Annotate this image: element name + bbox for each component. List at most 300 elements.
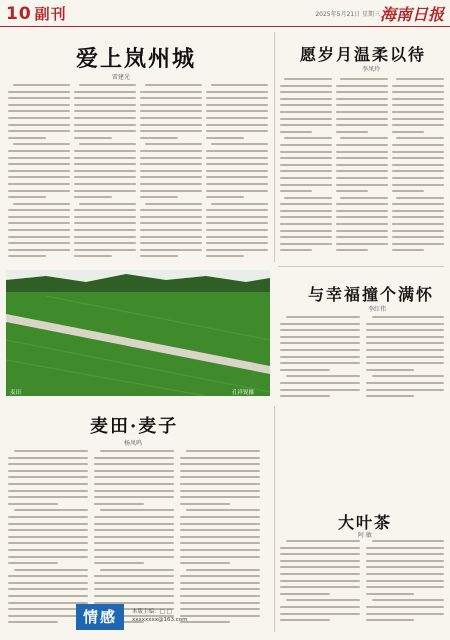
text-line bbox=[8, 190, 70, 192]
text-line bbox=[366, 606, 444, 608]
text-line bbox=[206, 150, 268, 152]
text-line bbox=[100, 509, 174, 511]
text-line bbox=[206, 176, 268, 178]
column-divider bbox=[274, 406, 275, 632]
text-line bbox=[336, 216, 388, 218]
text-line bbox=[372, 599, 444, 601]
text-line bbox=[180, 582, 260, 584]
text-line bbox=[280, 104, 332, 106]
text-line bbox=[372, 375, 444, 377]
text-line bbox=[280, 593, 330, 595]
text-line bbox=[366, 553, 444, 555]
text-line bbox=[8, 523, 88, 525]
text-line bbox=[206, 183, 268, 185]
text-line bbox=[280, 606, 360, 608]
text-line bbox=[8, 249, 70, 251]
text-line bbox=[340, 197, 388, 199]
text-line bbox=[8, 222, 70, 224]
text-line bbox=[100, 569, 174, 571]
text-line bbox=[286, 316, 360, 318]
text-line bbox=[180, 490, 260, 492]
article-body bbox=[280, 540, 360, 626]
text-line bbox=[145, 84, 202, 86]
text-line bbox=[8, 196, 46, 198]
text-line bbox=[336, 203, 388, 205]
text-line bbox=[392, 124, 444, 126]
text-line bbox=[74, 91, 136, 93]
text-line bbox=[14, 569, 88, 571]
text-line bbox=[140, 130, 202, 132]
text-line bbox=[74, 196, 112, 198]
column-tag: 情感 bbox=[76, 604, 124, 630]
text-line bbox=[206, 104, 268, 106]
text-line bbox=[280, 586, 360, 588]
text-line bbox=[94, 542, 174, 544]
text-line bbox=[206, 163, 268, 165]
text-line bbox=[74, 163, 136, 165]
text-line bbox=[392, 91, 444, 93]
text-line bbox=[336, 210, 388, 212]
article-body bbox=[280, 316, 360, 402]
text-line bbox=[8, 542, 88, 544]
text-line bbox=[74, 190, 136, 192]
text-line bbox=[206, 137, 244, 139]
text-line bbox=[140, 170, 202, 172]
text-line bbox=[280, 131, 312, 133]
text-line bbox=[140, 222, 202, 224]
text-line bbox=[74, 170, 136, 172]
text-line bbox=[180, 556, 260, 558]
text-line bbox=[180, 463, 260, 465]
text-line bbox=[336, 230, 388, 232]
text-line bbox=[74, 216, 136, 218]
article-body bbox=[206, 84, 268, 262]
text-line bbox=[396, 197, 444, 199]
article-byline: 杨凤鸣 bbox=[124, 440, 143, 447]
text-line bbox=[280, 111, 332, 113]
text-line bbox=[180, 496, 260, 498]
text-line bbox=[94, 516, 174, 518]
text-line bbox=[100, 450, 174, 452]
photo-credit: 孔祥锐摄 bbox=[232, 390, 255, 396]
text-line bbox=[140, 249, 202, 251]
text-line bbox=[140, 91, 202, 93]
text-line bbox=[372, 540, 444, 542]
text-line bbox=[336, 249, 368, 251]
text-line bbox=[13, 143, 70, 145]
text-line bbox=[280, 613, 360, 615]
text-line bbox=[8, 529, 88, 531]
text-line bbox=[336, 157, 388, 159]
text-line bbox=[336, 190, 368, 192]
section-divider bbox=[278, 266, 444, 267]
text-line bbox=[206, 222, 268, 224]
text-line bbox=[8, 588, 88, 590]
text-line bbox=[392, 203, 444, 205]
text-line bbox=[8, 496, 88, 498]
text-line bbox=[366, 547, 444, 549]
text-line bbox=[280, 170, 332, 172]
text-line bbox=[8, 236, 70, 238]
text-line bbox=[206, 236, 268, 238]
article-body bbox=[280, 78, 332, 256]
text-line bbox=[94, 476, 174, 478]
text-line bbox=[180, 562, 230, 564]
text-line bbox=[74, 242, 136, 244]
text-line bbox=[8, 516, 88, 518]
text-line bbox=[180, 483, 260, 485]
text-line bbox=[206, 91, 268, 93]
text-line bbox=[180, 588, 260, 590]
text-line bbox=[206, 229, 268, 231]
text-line bbox=[74, 176, 136, 178]
text-line bbox=[140, 163, 202, 165]
text-line bbox=[180, 529, 260, 531]
text-line bbox=[280, 177, 332, 179]
text-line bbox=[366, 362, 444, 364]
text-line bbox=[366, 580, 444, 582]
article-byline: 李凤玲 bbox=[362, 66, 381, 73]
text-line bbox=[94, 523, 174, 525]
text-line bbox=[280, 144, 332, 146]
text-line bbox=[286, 599, 360, 601]
text-line bbox=[336, 98, 388, 100]
text-line bbox=[8, 476, 88, 478]
text-line bbox=[180, 457, 260, 459]
text-line bbox=[366, 349, 444, 351]
text-line bbox=[280, 164, 332, 166]
text-line bbox=[392, 85, 444, 87]
text-line bbox=[280, 223, 332, 225]
text-line bbox=[392, 164, 444, 166]
article-body bbox=[140, 84, 202, 262]
text-line bbox=[8, 110, 70, 112]
text-line bbox=[74, 130, 136, 132]
text-line bbox=[366, 389, 444, 391]
text-line bbox=[336, 144, 388, 146]
text-line bbox=[284, 78, 332, 80]
text-line bbox=[280, 356, 360, 358]
text-line bbox=[336, 85, 388, 87]
text-line bbox=[366, 395, 414, 397]
article-title: 与幸福撞个满怀 bbox=[308, 285, 435, 304]
text-line bbox=[8, 91, 70, 93]
text-line bbox=[140, 236, 202, 238]
text-line bbox=[8, 490, 88, 492]
article-body bbox=[366, 316, 444, 402]
text-line bbox=[280, 236, 332, 238]
text-line bbox=[396, 137, 444, 139]
text-line bbox=[392, 223, 444, 225]
text-line bbox=[280, 210, 332, 212]
text-line bbox=[74, 137, 112, 139]
text-line bbox=[94, 483, 174, 485]
text-line bbox=[180, 549, 260, 551]
text-line bbox=[392, 216, 444, 218]
page-number: 10 bbox=[6, 4, 32, 24]
text-line bbox=[366, 382, 444, 384]
text-line bbox=[366, 323, 444, 325]
text-line bbox=[140, 209, 202, 211]
text-line bbox=[280, 85, 332, 87]
text-line bbox=[74, 124, 136, 126]
text-line bbox=[140, 137, 178, 139]
text-line bbox=[206, 242, 268, 244]
text-line bbox=[74, 183, 136, 185]
text-line bbox=[280, 151, 332, 153]
text-line bbox=[8, 176, 70, 178]
article-body bbox=[8, 84, 70, 262]
text-line bbox=[366, 593, 414, 595]
text-line bbox=[336, 104, 388, 106]
text-line bbox=[8, 470, 88, 472]
text-line bbox=[13, 203, 70, 205]
text-line bbox=[74, 110, 136, 112]
text-line bbox=[140, 124, 202, 126]
text-line bbox=[140, 150, 202, 152]
text-line bbox=[8, 536, 88, 538]
editor-email: xxxxxxxx@163.com bbox=[132, 617, 188, 623]
text-line bbox=[180, 470, 260, 472]
text-line bbox=[94, 595, 174, 597]
text-line bbox=[336, 184, 388, 186]
text-line bbox=[392, 104, 444, 106]
text-line bbox=[280, 329, 360, 331]
text-line bbox=[396, 78, 444, 80]
text-line bbox=[336, 131, 368, 133]
text-line bbox=[8, 157, 70, 159]
masthead bbox=[0, 0, 450, 27]
column-footer bbox=[6, 600, 256, 634]
text-line bbox=[8, 117, 70, 119]
text-line bbox=[280, 184, 332, 186]
text-line bbox=[280, 124, 332, 126]
text-line bbox=[74, 150, 136, 152]
text-line bbox=[392, 151, 444, 153]
text-line bbox=[8, 130, 70, 132]
text-line bbox=[286, 540, 360, 542]
text-line bbox=[140, 157, 202, 159]
article-title: 愿岁月温柔以待 bbox=[300, 45, 427, 64]
article-body bbox=[336, 78, 388, 256]
text-line bbox=[74, 236, 136, 238]
text-line bbox=[8, 556, 88, 558]
newspaper-logo: 海南日报 bbox=[379, 5, 444, 24]
text-line bbox=[180, 575, 260, 577]
text-line bbox=[140, 216, 202, 218]
text-line bbox=[392, 98, 444, 100]
text-line bbox=[366, 336, 444, 338]
text-line bbox=[206, 216, 268, 218]
text-line bbox=[211, 203, 268, 205]
text-line bbox=[280, 190, 312, 192]
text-line bbox=[206, 97, 268, 99]
text-line bbox=[186, 569, 260, 571]
text-line bbox=[8, 549, 88, 551]
text-line bbox=[392, 184, 444, 186]
text-line bbox=[280, 395, 330, 397]
text-line bbox=[145, 203, 202, 205]
text-line bbox=[280, 362, 360, 364]
editor-info bbox=[132, 608, 188, 624]
text-line bbox=[8, 183, 70, 185]
text-line bbox=[366, 613, 444, 615]
text-line bbox=[74, 255, 112, 257]
text-line bbox=[280, 98, 332, 100]
text-line bbox=[74, 104, 136, 106]
text-line bbox=[366, 573, 444, 575]
text-line bbox=[280, 203, 332, 205]
text-line bbox=[94, 536, 174, 538]
text-line bbox=[94, 575, 174, 577]
text-line bbox=[280, 580, 360, 582]
text-line bbox=[336, 124, 388, 126]
text-line bbox=[74, 97, 136, 99]
text-line bbox=[366, 619, 414, 621]
text-line bbox=[8, 124, 70, 126]
text-line bbox=[180, 503, 230, 505]
text-line bbox=[206, 249, 268, 251]
text-line bbox=[336, 177, 388, 179]
text-line bbox=[284, 137, 332, 139]
text-line bbox=[74, 229, 136, 231]
text-line bbox=[8, 97, 70, 99]
text-line bbox=[206, 255, 244, 257]
text-line bbox=[206, 196, 244, 198]
text-line bbox=[392, 157, 444, 159]
text-line bbox=[74, 209, 136, 211]
text-line bbox=[13, 84, 70, 86]
text-line bbox=[74, 157, 136, 159]
text-line bbox=[280, 553, 360, 555]
text-line bbox=[336, 223, 388, 225]
text-line bbox=[280, 560, 360, 562]
text-line bbox=[280, 91, 332, 93]
text-line bbox=[280, 349, 360, 351]
text-line bbox=[206, 209, 268, 211]
text-line bbox=[392, 236, 444, 238]
text-line bbox=[206, 124, 268, 126]
section-name: 副刊 bbox=[34, 5, 67, 23]
text-line bbox=[206, 110, 268, 112]
text-line bbox=[140, 110, 202, 112]
text-line bbox=[366, 342, 444, 344]
text-line bbox=[140, 176, 202, 178]
text-line bbox=[280, 323, 360, 325]
text-line bbox=[94, 529, 174, 531]
text-line bbox=[280, 547, 360, 549]
text-line bbox=[280, 118, 332, 120]
text-line bbox=[280, 619, 330, 621]
text-line bbox=[340, 137, 388, 139]
text-line bbox=[8, 457, 88, 459]
text-line bbox=[140, 183, 202, 185]
text-line bbox=[94, 549, 174, 551]
text-line bbox=[140, 190, 202, 192]
text-line bbox=[8, 163, 70, 165]
article-body bbox=[392, 78, 444, 256]
text-line bbox=[366, 329, 444, 331]
text-line bbox=[366, 566, 444, 568]
text-line bbox=[280, 243, 332, 245]
text-line bbox=[94, 457, 174, 459]
text-line bbox=[280, 566, 360, 568]
text-line bbox=[140, 229, 202, 231]
text-line bbox=[336, 151, 388, 153]
text-line bbox=[140, 242, 202, 244]
text-line bbox=[392, 118, 444, 120]
text-line bbox=[336, 91, 388, 93]
text-line bbox=[392, 170, 444, 172]
text-line bbox=[8, 255, 46, 257]
text-line bbox=[140, 196, 178, 198]
text-line bbox=[8, 229, 70, 231]
article-byline: 阿 敏 bbox=[358, 532, 372, 539]
text-line bbox=[280, 389, 360, 391]
text-line bbox=[280, 369, 330, 371]
text-line bbox=[94, 463, 174, 465]
text-line bbox=[366, 356, 444, 358]
text-line bbox=[8, 575, 88, 577]
text-line bbox=[140, 117, 202, 119]
text-line bbox=[145, 143, 202, 145]
text-line bbox=[74, 249, 136, 251]
text-line bbox=[8, 137, 46, 139]
article-title: 爱上岚州城 bbox=[76, 46, 197, 72]
text-line bbox=[8, 150, 70, 152]
text-line bbox=[8, 483, 88, 485]
text-line bbox=[392, 111, 444, 113]
column-divider bbox=[274, 32, 275, 262]
text-line bbox=[180, 595, 260, 597]
text-line bbox=[211, 143, 268, 145]
text-line bbox=[206, 130, 268, 132]
text-line bbox=[336, 164, 388, 166]
text-line bbox=[280, 157, 332, 159]
text-line bbox=[284, 197, 332, 199]
text-line bbox=[94, 582, 174, 584]
text-line bbox=[366, 369, 414, 371]
text-line bbox=[74, 117, 136, 119]
text-line bbox=[392, 190, 424, 192]
text-line bbox=[392, 210, 444, 212]
page-section-label bbox=[6, 3, 67, 24]
text-line bbox=[180, 523, 260, 525]
text-line bbox=[94, 496, 174, 498]
text-line bbox=[8, 582, 88, 584]
text-line bbox=[286, 375, 360, 377]
text-line bbox=[94, 490, 174, 492]
text-line bbox=[14, 450, 88, 452]
text-line bbox=[336, 236, 388, 238]
text-line bbox=[336, 170, 388, 172]
text-line bbox=[186, 450, 260, 452]
text-line bbox=[366, 586, 444, 588]
text-line bbox=[140, 104, 202, 106]
text-line bbox=[206, 157, 268, 159]
text-line bbox=[280, 216, 332, 218]
text-line bbox=[392, 144, 444, 146]
text-line bbox=[180, 476, 260, 478]
text-line bbox=[280, 249, 312, 251]
text-line bbox=[211, 84, 268, 86]
text-line bbox=[206, 190, 268, 192]
article-title: 麦田·麦子 bbox=[90, 416, 179, 437]
editor-line: 本版主编：□ □ bbox=[132, 609, 172, 615]
text-line bbox=[180, 542, 260, 544]
article-body bbox=[74, 84, 136, 262]
text-line bbox=[392, 177, 444, 179]
